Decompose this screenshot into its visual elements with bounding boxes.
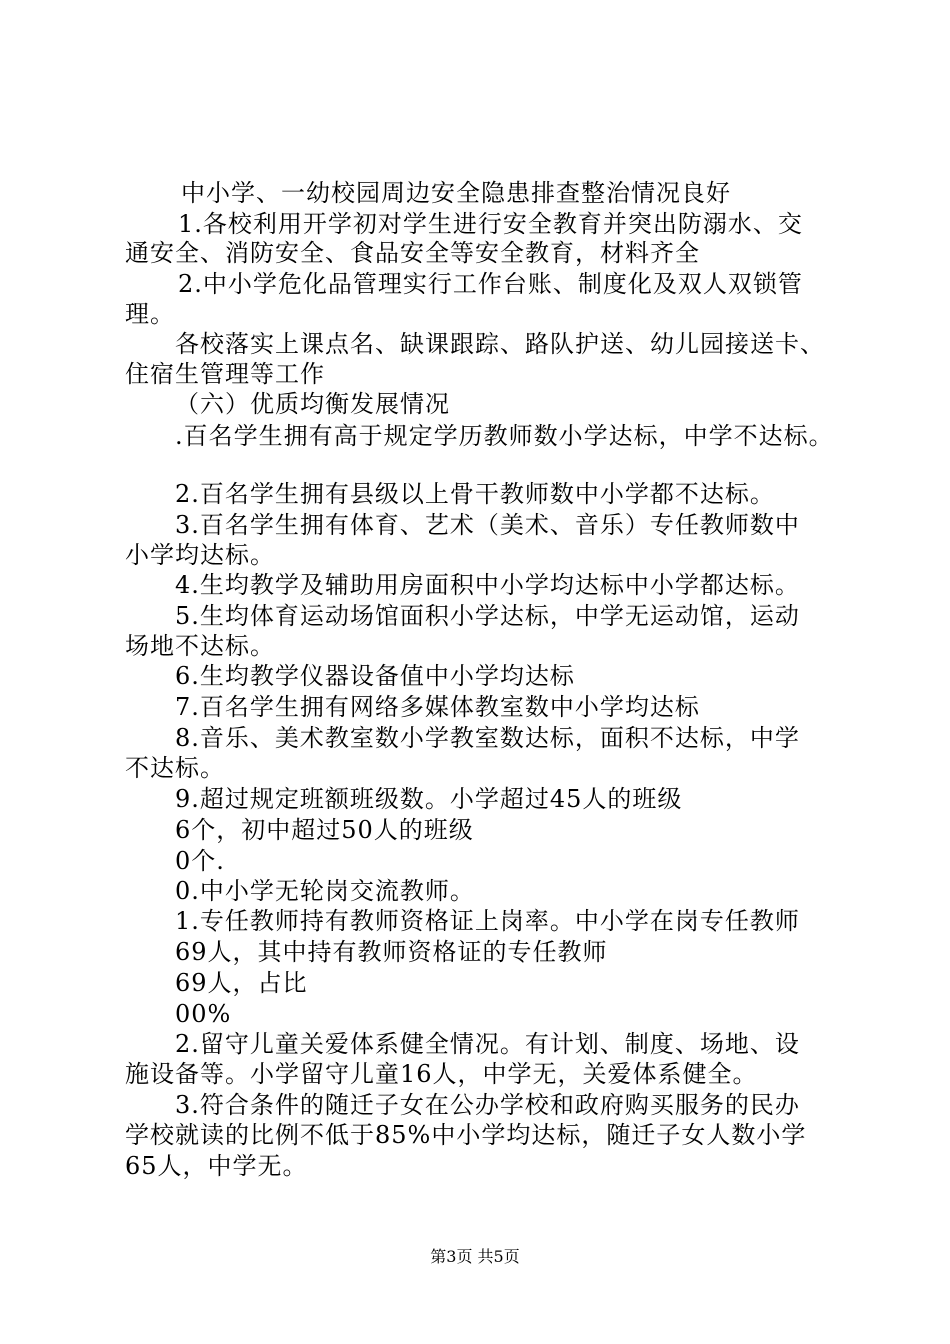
text-line: 5.生均体育运动场馆面积小学达标，中学无运动馆，运动 <box>175 602 800 630</box>
text-line: 2.留守儿童关爱体系健全情况。有计划、制度、场地、设 <box>175 1030 800 1058</box>
text-line: 住宿生管理等工作 <box>125 360 325 388</box>
text-line: 4.生均教学及辅助用房面积中小学均达标中小学都达标。 <box>175 571 800 599</box>
text-line: 65人，中学无。 <box>125 1152 308 1180</box>
text-line: 3.符合条件的随迁子女在公办学校和政府购买服务的民办 <box>175 1091 800 1119</box>
text-line: 9.超过规定班额班级数。小学超过45人的班级 <box>175 785 683 813</box>
text-line: 场地不达标。 <box>125 632 275 660</box>
text-line: 2.中小学危化品管理实行工作台账、制度化及双人双锁管 <box>178 270 803 298</box>
text-line: 施设备等。小学留守儿童16人，中学无，关爱体系健全。 <box>125 1060 758 1088</box>
text-line: 2.百名学生拥有县级以上骨干教师数中小学都不达标。 <box>175 480 775 508</box>
text-line: 00% <box>175 1000 232 1028</box>
text-line: 小学均达标。 <box>125 541 275 569</box>
page-number-footer: 第3页 共5页 <box>430 1247 520 1266</box>
text-line: 1.各校利用开学初对学生进行安全教育并突出防溺水、交 <box>178 210 803 238</box>
text-line: 不达标。 <box>125 754 225 782</box>
text-line: 中小学、一幼校园周边安全隐患排查整治情况良好 <box>181 179 731 207</box>
text-line: 各校落实上课点名、缺课跟踪、路队护送、幼儿园接送卡、 <box>175 330 825 358</box>
text-line: 0个. <box>175 847 225 875</box>
text-line: 6个，初中超过50人的班级 <box>175 816 474 844</box>
text-line: 6.生均教学仪器设备值中小学均达标 <box>175 662 575 690</box>
text-line: 69人，占比 <box>175 969 308 997</box>
text-line: 0.中小学无轮岗交流教师。 <box>175 877 475 905</box>
text-line: .百名学生拥有高于规定学历教师数小学达标，中学不达标。 <box>175 422 834 450</box>
text-line: 69人，其中持有教师资格证的专任教师 <box>175 938 608 966</box>
text-line: 理。 <box>125 300 175 328</box>
text-line: 通安全、消防安全、食品安全等安全教育，材料齐全 <box>125 239 700 267</box>
section-heading: （六）优质均衡发展情况 <box>175 390 450 418</box>
text-line: 8.音乐、美术教室数小学教室数达标，面积不达标，中学 <box>175 724 800 752</box>
text-line: 学校就读的比例不低于85%中小学均达标，随迁子女人数小学 <box>125 1121 807 1149</box>
text-line: 1.专任教师持有教师资格证上岗率。中小学在岗专任教师 <box>175 907 800 935</box>
text-line: 7.百名学生拥有网络多媒体教室数中小学均达标 <box>175 693 700 721</box>
text-line: 3.百名学生拥有体育、艺术（美术、音乐）专任教师数中 <box>175 511 800 539</box>
